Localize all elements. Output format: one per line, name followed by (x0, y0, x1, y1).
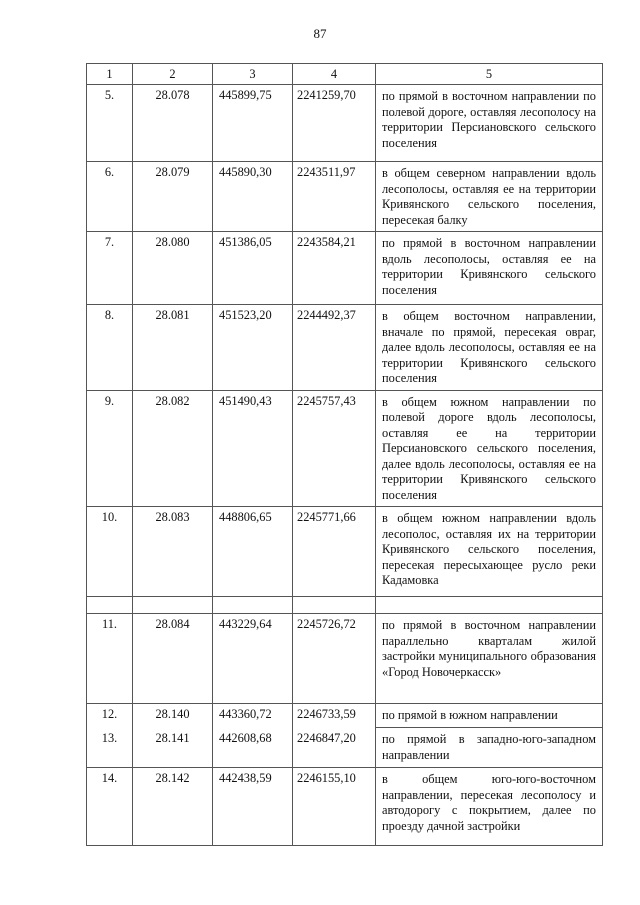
point-number: 28.140 (133, 704, 213, 728)
y-coordinate: 2246733,59 (293, 704, 376, 728)
point-number: 28.078 (133, 85, 213, 162)
empty-cell (376, 597, 603, 614)
point-number: 28.081 (133, 305, 213, 391)
y-coordinate: 2246155,10 (293, 768, 376, 846)
x-coordinate: 443229,64 (213, 614, 293, 704)
row-number: 9. (87, 390, 133, 507)
row-number: 7. (87, 232, 133, 305)
empty-cell (87, 597, 133, 614)
table-row (87, 728, 603, 768)
header-cell: 2 (133, 64, 213, 85)
empty-cell (133, 597, 213, 614)
point-number: 28.079 (133, 162, 213, 232)
table-row (87, 507, 603, 597)
row-number: 6. (87, 162, 133, 232)
header-cell: 4 (293, 64, 376, 85)
x-coordinate: 443360,72 (213, 704, 293, 728)
empty-row (87, 597, 603, 614)
y-coordinate: 2246847,20 (293, 728, 376, 768)
point-number: 28.142 (133, 768, 213, 846)
x-coordinate: 445899,75 (213, 85, 293, 162)
header-cell: 5 (376, 64, 603, 85)
empty-cell (213, 597, 293, 614)
x-coordinate: 442608,68 (213, 728, 293, 768)
row-number: 12. (87, 704, 133, 728)
boundary-description: по прямой в восточном направлении параллельно кварталам жилой застройки муниципального образования «Город Новочеркасск» (376, 614, 603, 704)
x-coordinate: 451523,20 (213, 305, 293, 391)
point-number: 28.141 (133, 728, 213, 768)
y-coordinate: 2245757,43 (293, 390, 376, 507)
table-row (87, 305, 603, 391)
x-coordinate: 442438,59 (213, 768, 293, 846)
row-number: 13. (87, 728, 133, 768)
y-coordinate: 2241259,70 (293, 85, 376, 162)
table-row (87, 768, 603, 846)
boundary-table (86, 63, 603, 846)
boundary-description: в общем восточном направлении, вначале по прямой, пересекая овраг, далее вдоль лесополосы, оставляя ее на территории Кривянского сельского поселения (376, 305, 603, 391)
header-cell: 1 (87, 64, 133, 85)
point-number: 28.084 (133, 614, 213, 704)
table-row (87, 390, 603, 507)
x-coordinate: 451386,05 (213, 232, 293, 305)
row-number: 5. (87, 85, 133, 162)
row-number: 8. (87, 305, 133, 391)
x-coordinate: 448806,65 (213, 507, 293, 597)
boundary-description: в общем южном направлении вдоль лесополос, оставляя их на территории Кривянского сельского поселения, пересекая пересыхающее русло реки Кадамовка (376, 507, 603, 597)
point-number: 28.083 (133, 507, 213, 597)
table-row (87, 162, 603, 232)
y-coordinate: 2245771,66 (293, 507, 376, 597)
boundary-description: по прямой в восточном направлении вдоль лесополосы, оставляя ее на территории Кривянского сельского поселения (376, 232, 603, 305)
row-number: 10. (87, 507, 133, 597)
boundary-description: по прямой в восточном направлении по полевой дороге, оставляя лесополосу на территории Персиановского сельского поселения (376, 85, 603, 162)
table-row (87, 614, 603, 704)
empty-cell (293, 597, 376, 614)
page-number: 87 (313, 26, 327, 41)
point-number: 28.082 (133, 390, 213, 507)
boundary-description: в общем южном направлении по полевой дороге вдоль лесополосы, оставляя ее на территории Персиановского сельского поселения, далее вдоль лесополосы, оставляя ее на территории Кривянского сельского поселения (376, 390, 603, 507)
boundary-description: по прямой в западно-юго-западном направлении (376, 728, 603, 768)
y-coordinate: 2244492,37 (293, 305, 376, 391)
y-coordinate: 2243584,21 (293, 232, 376, 305)
row-number: 14. (87, 768, 133, 846)
table-row (87, 704, 603, 728)
boundary-description: в общем юго-юго-восточном направлении, пересекая лесополосу и автодорогу с покрытием, далее по проезду дачной застройки (376, 768, 603, 846)
row-number: 11. (87, 614, 133, 704)
point-number: 28.080 (133, 232, 213, 305)
x-coordinate: 451490,43 (213, 390, 293, 507)
y-coordinate: 2245726,72 (293, 614, 376, 704)
boundary-description: в общем северном направлении вдоль лесополосы, оставляя ее на территории Кривянского сельского поселения, пересекая балку (376, 162, 603, 232)
table-row (87, 85, 603, 162)
boundary-description: по прямой в южном направлении (376, 704, 603, 728)
header-cell: 3 (213, 64, 293, 85)
x-coordinate: 445890,30 (213, 162, 293, 232)
y-coordinate: 2243511,97 (293, 162, 376, 232)
table-header-row (87, 64, 603, 85)
table-row (87, 232, 603, 305)
